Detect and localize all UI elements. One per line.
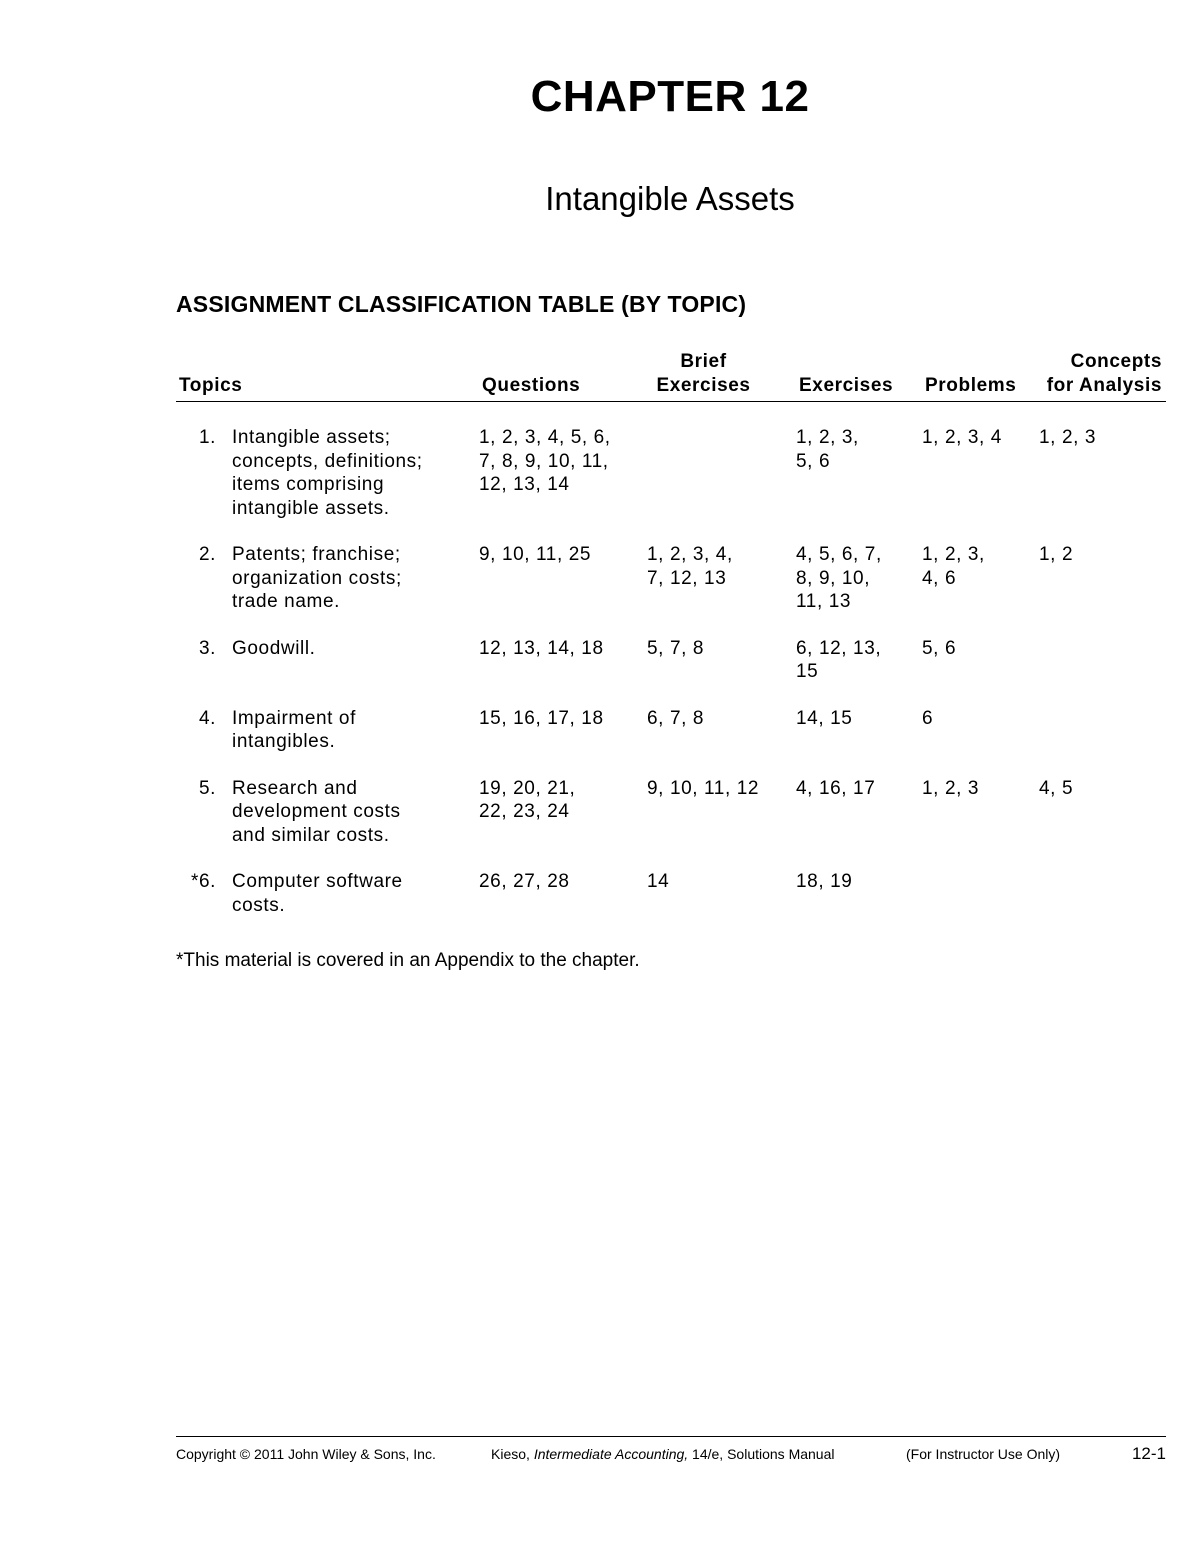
table-row [176, 637, 1166, 684]
row-concepts [1039, 870, 1166, 917]
table-header-row [176, 350, 1166, 402]
row-problems [922, 870, 1039, 917]
row-concepts: 1, 2 [1039, 544, 1074, 565]
header-topics: Topics [176, 350, 479, 402]
row-concepts: 4, 5 [1039, 777, 1074, 799]
row-topic: Patents; franchise; organization costs; trade name. [232, 544, 402, 612]
row-exercises: 4, 16, 17 [796, 777, 876, 799]
row-exercises: 4, 5, 6, 7, 8, 9, 10, 11, 13 [796, 544, 882, 612]
row-number: *6. [190, 871, 216, 892]
row-questions: 26, 27, 28 [479, 871, 570, 892]
header-concepts-line1: Concepts [1070, 351, 1163, 372]
row-topic: Goodwill. [232, 637, 316, 659]
row-problems: 5, 6 [922, 637, 957, 659]
table-row [176, 426, 1166, 520]
header-concepts-line2: for Analysis [1046, 374, 1163, 396]
row-exercises: 6, 12, 13, 15 [796, 637, 882, 682]
footer-copyright: Copyright © 2011 John Wiley & Sons, Inc. [176, 1446, 436, 1462]
footer-edition: 14/e, Solutions Manual [688, 1446, 835, 1462]
header-problems: Problems [922, 350, 1039, 402]
row-brief-exercises: 6, 7, 8 [647, 707, 705, 729]
footer-instructor-note: (For Instructor Use Only) [906, 1446, 1061, 1462]
table-row [176, 777, 1166, 848]
section-heading: ASSIGNMENT CLASSIFICATION TABLE (BY TOPIC) [176, 291, 747, 317]
row-brief-exercises [647, 426, 796, 520]
row-number: 3. [198, 637, 216, 659]
row-topic: Computer software costs. [232, 871, 403, 916]
row-problems: 1, 2, 3, 4 [922, 427, 1002, 448]
row-gap [176, 684, 1166, 707]
row-concepts: 1, 2, 3 [1039, 427, 1097, 448]
row-gap [176, 754, 1166, 777]
row-concepts [1039, 707, 1166, 754]
row-problems: 1, 2, 3, 4, 6 [922, 544, 985, 589]
row-problems: 6 [922, 707, 934, 729]
header-concepts [1039, 350, 1166, 402]
footer-book-title: Intermediate Accounting, [533, 1446, 689, 1462]
row-questions: 12, 13, 14, 18 [479, 637, 604, 659]
row-number: 1. [198, 427, 216, 448]
header-questions: Questions [479, 350, 647, 402]
row-brief-exercises: 1, 2, 3, 4, 7, 12, 13 [647, 544, 733, 589]
row-number: 5. [198, 777, 216, 799]
chapter-title: CHAPTER 12 [530, 72, 810, 121]
row-topic: Impairment of intangibles. [232, 707, 356, 752]
row-exercises: 1, 2, 3, 5, 6 [796, 427, 859, 472]
appendix-footnote: *This material is covered in an Appendix to the chapter. [176, 950, 640, 971]
row-brief-exercises: 14 [647, 871, 670, 892]
page-footer [176, 1436, 1166, 1464]
row-topic: Research and development costs and similar costs. [232, 777, 401, 846]
row-concepts [1039, 637, 1166, 684]
table-row [176, 707, 1166, 754]
assignment-classification-table [176, 350, 1166, 917]
row-gap [176, 520, 1166, 543]
row-exercises: 14, 15 [796, 707, 853, 729]
table-row [176, 543, 1166, 614]
header-brief-line1: Brief [680, 351, 727, 372]
row-questions: 19, 20, 21, 22, 23, 24 [479, 777, 576, 822]
header-exercises: Exercises [796, 350, 922, 402]
header-brief-line2: Exercises [656, 374, 751, 396]
header-brief-exercises [647, 350, 796, 402]
row-number: 4. [198, 707, 216, 729]
row-exercises: 18, 19 [796, 871, 853, 892]
chapter-subtitle: Intangible Assets [545, 180, 795, 217]
row-number: 2. [198, 544, 216, 565]
row-brief-exercises: 9, 10, 11, 12 [647, 777, 760, 799]
row-problems: 1, 2, 3 [922, 777, 980, 799]
row-gap [176, 847, 1166, 870]
row-questions: 15, 16, 17, 18 [479, 707, 604, 729]
row-gap [176, 614, 1166, 637]
assignment-table-container [176, 350, 1166, 917]
row-topic: Intangible assets; concepts, definitions; items comprising intangible assets. [232, 427, 423, 519]
table-row [176, 870, 1166, 917]
spacer [176, 402, 1166, 427]
row-questions: 1, 2, 3, 4, 5, 6, 7, 8, 9, 10, 11, 12, 13, 14 [479, 427, 611, 495]
row-questions: 9, 10, 11, 25 [479, 544, 592, 565]
row-brief-exercises: 5, 7, 8 [647, 637, 705, 659]
footer-author: Kieso, [491, 1446, 534, 1462]
page-number: 12-1 [1131, 1444, 1166, 1463]
footer-book-info [491, 1446, 906, 1462]
